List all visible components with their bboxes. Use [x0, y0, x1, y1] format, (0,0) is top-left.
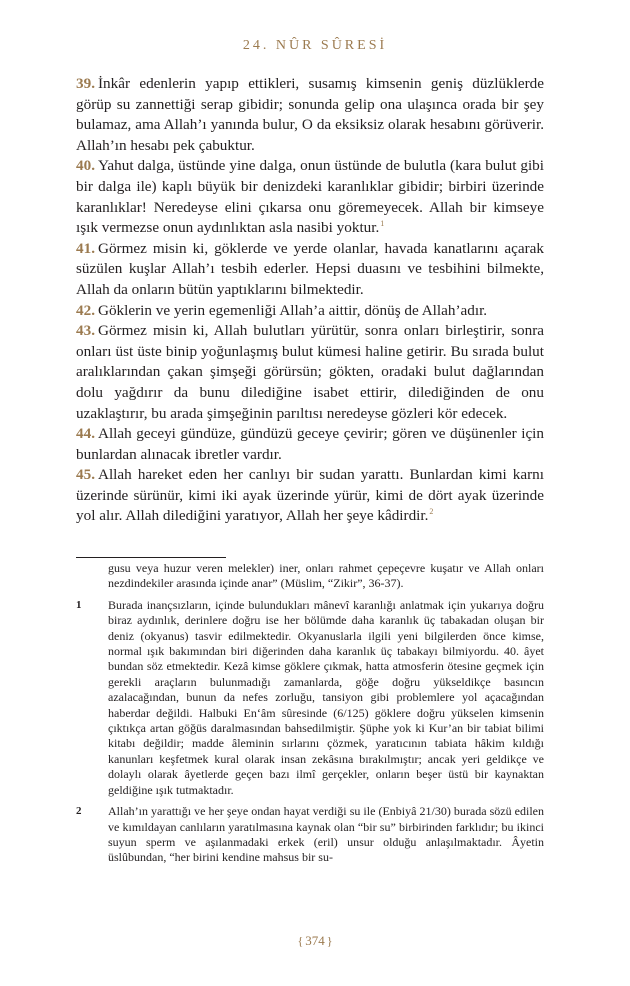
- footnote: [76, 561, 544, 592]
- footnote-text: Burada inançsızların, içinde bulundukları mânevî karanlığı anlatmak için yukarıya doğru biraz aydınlık, derinlere doğru ise her bölümde daha karanlık üç tabakadan oluşan bir deniz (okyanus) tasvir edilmektedir. Okyanuslarla ilgili yeni bilgilerden önce kimse, normal ışık bakımından biri diğerinden daha karanlık üç tabakayı bilmiyordu. 40. âyet bundan söz etmektedir. Kezâ kimse göklere çıkmak, hatta atmosferin ötesine geçmek için gerekli araçların bulunmadığı zamanlarda, göğe doğru yükseldikçe basıncın azalacağından, bunun da nefes zorluğu, tansiyon gibi problemlere yol açacağından haberdar değildi. Halbuki En‘âm sûresinde (6/125) göklere doğru yükselen kimsenin çıktıkça artan göğüs daralmasından bahsedilmiştir. Şüphe yok ki Kur’an bir tabiat bilimi kitabı değildir; madde âleminin sırlarını çözmek, yaratıcının tabiata hâkim kıldığı kanunları keşfetmek kural olarak insan zekâsına bırakılmıştır; ancak yeri geldikçe ve dolaylı olarak âyetlerde geçen bazı ilmî gerçekler, onların beşer üstü bir kaynaktan geldiğine ışık tutmaktadır.: [108, 597, 544, 797]
- verse-number: 44.: [76, 425, 95, 443]
- verse-number: 45.: [76, 466, 95, 484]
- verse-number: 39.: [76, 75, 95, 92]
- verse-number: 42.: [76, 301, 95, 319]
- verse-number: 41.: [76, 239, 95, 257]
- right-ornament-icon: }: [326, 934, 333, 948]
- verse: [76, 424, 544, 465]
- verse-number: 43.: [76, 322, 95, 340]
- verse: [76, 321, 544, 424]
- verse-text: Allah hareket eden her canlıyı bir sudan yarattı. Bunlardan kimi karnı üzerinde sürünür, kimi iki ayak üzerinde yürür, kimi de dört ayak üzerinde yol alır. Allah dilediğini yaratıyor, Allah her şeye kâdirdir.: [76, 466, 544, 525]
- footnotes-block: [76, 561, 544, 872]
- verses-block: [76, 74, 544, 527]
- footnote-mark: 1: [76, 598, 82, 611]
- verse-text: İnkâr edenlerin yapıp ettikleri, susamış kimsenin geniş düzlüklerde görüp su zannettiği serap gibidir; sonunda gelip ona ulaşınca orada bir şey bulamaz, ama Allah’ı yanında bulur, O da eksiksiz olarak hesabını görüverir. Allah’ın hesabı pek çabuktur.: [76, 75, 544, 154]
- footnote-reference[interactable]: 2: [429, 507, 434, 517]
- footnote: [76, 804, 544, 866]
- verse: [76, 239, 544, 301]
- footnote: [76, 598, 544, 798]
- running-header: 24. NÛR SÛRESİ: [242, 38, 388, 53]
- verse-text: Allah geceyi gündüze, gündüzü geceye çevirir; gören ve düşünenler için bunlardan alınacak ibretler vardır.: [76, 425, 544, 463]
- footnote-text: Allah’ın yarattığı ve her şeye ondan hayat verdiği su ile (Enbiyâ 21/30) burada sözü edilen ve kımıldayan canlıların yaratılmasına kaynak olan “bir su” birbirinden farklıdır; bu ikinci suyun sperm ve aşılanmadaki erkek (eril) unsur olduğu anlaşılmaktadır. Âyetin üslûbundan, “her birini kendine mahsus bir su-: [108, 804, 544, 865]
- footnote-separator: [76, 557, 226, 558]
- footnote-text: gusu veya huzur veren melekler) iner, onları rahmet çepeçevre kuşatır ve Allah onları nezdindekiler arasında içinde anar” (Müslim, “Zikir”, 36-37).: [108, 561, 544, 591]
- verse-text: Yahut dalga, üstünde yine dalga, onun üstünde de bulutla (kara bulut gibi bir dalga ile) kaplı büyük bir denizdeki karanlıklar gibidir; birbiri üzerinde karanlıklar! Neredeyse elini çıkarsa onu göremeyecek. Allah bir kimseye ışık vermezse onun aydınlıktan asla nasibi yoktur.: [76, 157, 544, 237]
- verse-text: Görmez misin ki, göklerde ve yerde olanlar, havada kanatlarını açarak süzülen kuşlar Allah’ı tesbih ederler. Hepsi duasını ve tesbihini bilmekte, Allah da onların bütün yaptıklarını bilmektedir.: [76, 239, 544, 298]
- verse: [76, 156, 544, 238]
- verse-number: 40.: [76, 157, 95, 175]
- verse-text: Görmez misin ki, Allah bulutları yürütür, sonra onları birleştirir, sonra onları üst üste binip yoğunlaşmış bulut kümesi haline getirir. Bu sırada bulut aralıklarından çakan şimşeği görürsün; gökten, oradaki bulut dağlarından dolu yağdırır da bunu dilediğine isabet ettirir, dilediğinden de onu uzaklaştırır, bu arada şimşeğinin parıltısı neredeyse gözleri kör edecek.: [76, 322, 544, 422]
- page-number-value: 374: [305, 933, 325, 948]
- footnote-reference[interactable]: 1: [380, 219, 385, 229]
- verse-text: Göklerin ve yerin egemenliği Allah’a aittir, dönüş de Allah’adır.: [97, 301, 488, 319]
- verse: [76, 301, 544, 322]
- verse: [76, 465, 544, 527]
- verse: [76, 74, 544, 156]
- page-number: [0, 933, 630, 949]
- left-ornament-icon: {: [297, 934, 304, 948]
- footnote-mark: 2: [76, 805, 82, 818]
